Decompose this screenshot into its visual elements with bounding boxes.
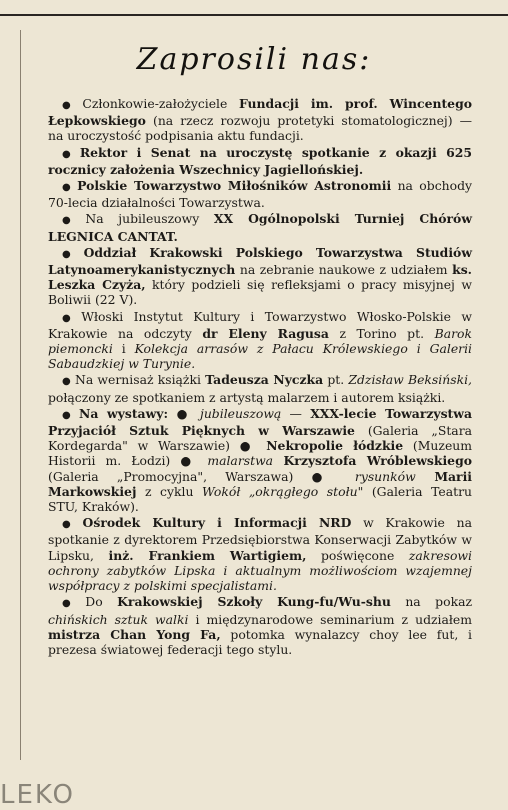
article-text-run: Do [85,594,118,610]
article-text-run: — [281,405,311,421]
bullet-icon: ● [62,598,82,610]
article-text-run: mistrza Chan Yong Fa, [48,626,221,642]
article-heading: Zaprosili nas: [136,42,372,77]
article-text-run: który podzieli się refleksjami o pracy misyjnej w Boliwii (22 V). [48,277,472,308]
column-rule [20,30,21,760]
article-text-run: ● [176,405,200,421]
article-text-run: na uroczystę spotkanie z okazji [190,144,447,160]
article-text-run: i międzynarodowe seminarium z udziałem [188,611,472,627]
article-text-run: Członkowie-założyciele [82,96,239,111]
article-text-run: Ośrodek Kultury i Informacji NRD [82,515,352,531]
article-text-run: Na wernisaż książki [75,372,206,388]
article-text-run: Na jubileuszowy [85,211,214,227]
article-text-run: poświęcone [306,547,409,563]
article-text-run: (Galeria „Promocyjna", Warszawa) [48,468,312,484]
article-text-run: malarstwa [207,453,274,469]
article-text-run: Zdzisław Beksiński, [348,372,472,388]
article-text-run: na zebranie naukowe z udziałem [235,262,453,278]
article-item [48,406,472,514]
article-item [48,515,472,593]
article-text-run: 625 rocznicy założenia Wszechnicy Jagiellońskiej. [48,144,472,177]
article-text-run: Oddział Krakowski Polskiego Towarzystwa Studiów Latynoamerykanistycznych [48,244,472,278]
article-text-run: (Galeria „Stara Kordegarda" w Warszawie) [48,423,473,454]
article-item [48,245,472,308]
article-text-run: inż. Frankiem Wartigiem, [108,547,307,563]
article-text-run: ks. Leszka Czyża, [48,262,472,293]
article-text-run: ● [239,438,267,454]
article-text-run: z Torino pt. [328,325,435,341]
article-text-run: (Muzeum Historii m. Łodzi) [48,438,473,469]
article-text-run: Krzysztofa Wróblewskiego [273,453,472,469]
article-text-run: na obchody 70-lecia działalności Towarzystwa. [48,178,472,211]
cut-off-footer-text: LEKO [0,780,76,810]
article-text-run: połączony ze spotkaniem z artystą malarzem i autorem książki. [48,389,446,405]
article-text-run: w Krakowie na spotkanie z dyrektorem Przedsiębiorstwa Konserwacji Zabytków w Lipsku, [48,515,472,563]
top-rule [0,14,508,16]
article-item [48,211,472,243]
article-text-run: Krakowskiej Szkoły Kung-fu/Wu-shu [117,594,391,610]
article-text-run: Włoski Instytut Kultury i Towarzystwo Włosko-Polskie w Krakowie na odczyty [48,308,472,341]
article-text-run: Polskie Towarzystwo Miłośników Astronomii [77,178,392,194]
article-text-run: pt. [323,372,349,388]
article-item [48,145,472,177]
article-text-run: chińskich sztuk walki [48,611,189,627]
article-text-run: ● [311,468,355,484]
article-text-run: Marii Markowskiej [48,468,472,499]
bullet-icon: ● [62,248,80,260]
bullet-icon: ● [62,312,78,324]
article-item [48,178,472,210]
article-text-run: Wokół „okrągłego stołu" [202,483,364,499]
bullet-icon: ● [62,215,82,227]
article-text-run: XX Ogólnopolski Turniej Chórów LEGNICA CANTAT. [48,211,472,244]
article-text-run: Kolekcja arrasów z Pałacu Królewskiego i Galerii Sabaudzkiej w Turynie. [48,341,472,372]
article-text-run: na pokaz [390,594,472,610]
article-text-run: ● [180,453,208,469]
article-text-run: zakresowi ochrony zabytków Lipska i aktualnym możliwościom wzajemnej współpracy z polskimi specjalistami. [48,547,472,594]
article-text-run: (na rzecz rozwoju protetyki stomatologicznej) — na uroczystość podpisania aktu fundacji. [48,113,472,144]
article-text-run: rysunków [354,468,416,484]
bullet-icon: ● [62,376,71,388]
bullet-icon: ● [62,148,76,160]
article-text-run: Na wystawy: [79,405,177,421]
bullet-icon: ● [62,519,79,531]
article-item [48,594,472,657]
article-text-run: Fundacji im. prof. Wincentego Łepkowskiego [48,96,472,129]
article-item [48,309,472,372]
article-text-run: XXX-lecie Towarzystwa Przyjaciół Sztuk Pięknych w Warszawie [48,405,472,439]
article-text-run: i [112,341,135,357]
bullet-icon: ● [62,182,74,194]
article-text-run: dr Eleny Ragusa [202,325,329,341]
article-text-run: Barok piemoncki [48,325,472,357]
article-text-run: Tadeusza Nyczka [205,372,324,388]
article-body [48,96,472,658]
article-text-run: jubileuszową [199,405,282,421]
article-text-run: z cyklu [136,483,202,499]
article-text-run: Rektor i Senat [79,144,191,160]
article-text-run: potomka wynalazcy choy lee fut, i prezesa światowej federacji tego stylu. [48,626,473,657]
article-item [48,372,472,404]
article-text-run: Nekropolie łódzkie [266,438,404,454]
bullet-icon: ● [62,100,79,111]
article-item [48,96,472,144]
bullet-icon: ● [62,409,76,421]
article-text-run: (Galeria Teatru STU, Kraków). [48,483,472,515]
